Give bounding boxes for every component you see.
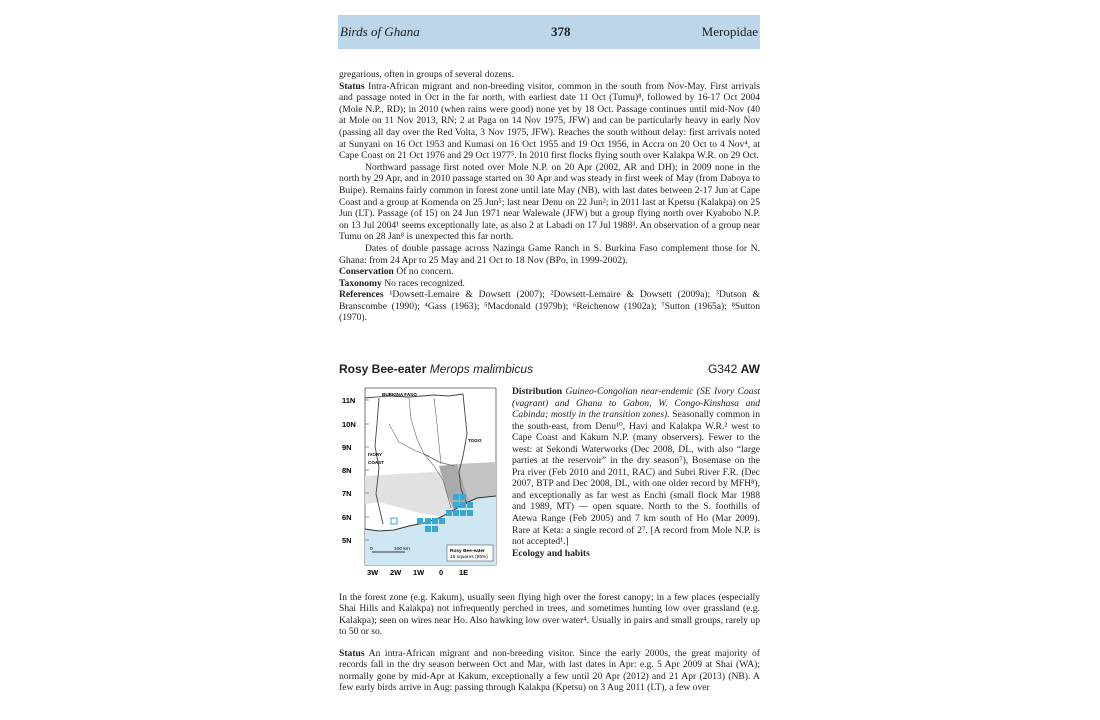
page-number: 378 [550,24,571,39]
country-label: TOGO [468,438,482,443]
previous-species-text [339,69,760,324]
scientific-name: Merops malimbicus [429,362,534,376]
common-name: Rosy Bee-eater [339,362,427,376]
taxonomy-paragraph: Taxonomy No races recognized. [339,277,465,289]
country-label: BURKINA FASO [382,392,417,397]
ecology-label: Ecology and habits [512,547,590,559]
lat-label: 5N [342,536,352,545]
lat-label: 7N [342,489,352,498]
record-square [439,518,445,524]
lat-label: 11N [342,396,356,405]
legend-count: 15 squares (95%) [450,555,488,560]
distribution-body: Seasonally common in the south-east, from Denu¹⁰, Havi and Kalakpa W.R.² west to Cape Coast and Kakum N.P. (many observers). Fewer to the west: at Sekondi Waterworks (Dec 2008, DL, with also “large parties at the reservoir” in the dry season⁷), Bosemase on the Pra river (Feb 2010 and 2011, RAC) and Subri River F.R. (Dec 2007, BTP and Dec 2008, DL, with one older record by MFH⁸), and exceptionally as far west as Enchi (small flock Mar 1988 and 1989, MT) — open square. North to the S. foothills of Atewa Range (Feb 2005) and 7 km south of Ho (Mar 2009). Rare at Keta: a single record of 2⁷. [A record from Mole N.P. is not accepted¹.] [512,409,760,548]
record-square [425,518,431,524]
record-square [460,510,466,516]
status-paragraph: Status Intra-African migrant and non-breeding visitor, common in the south from Nov-May. First arrivals and passage noted in Oct in the far north, with earliest date 11 Oct (Tumu)⁸, followed by 16-17 Oct 2004 (Mole N.P., RD); in 2010 (when rains were good) none yet by 18 Oct. Passage continues until mid-Nov (40 at Mole on 11 Nov 2013, RN; 2 at Paga on 14 Nov 1975, JFW) and can be particularly heavy in early Nov (passing all day over the Red Volta, 3 Nov 1975, JFW). Reaches the south without delay: first arrivals noted at Sunyani on 16 Oct 1953 and Kumasi on 16 Oct 1955 and 19 Oct 1956, in Accra on 20 Oct to 4 Nov⁴, at Cape Coast on 21 Oct 1976 and 29 Oct 1977⁵. In 2010 first flocks flying south over Kalakpa W.R. on 29 Oct. [339,80,761,162]
record-square [453,502,459,508]
distribution-column [512,386,760,559]
lat-label: 6N [342,513,352,522]
distribution-label: Distribution [512,386,563,397]
distribution-range: Guineo-Congolian near-endemic (SE Ivory Coast (vagrant) and Ghana to Gabon, W. Congo-Kinshasa and Cabinda; mostly in the transition zones). [512,386,761,421]
lon-label: 1E [459,568,469,577]
species-code-suffix: AW [740,362,760,376]
record-square [467,502,473,508]
record-square [432,518,438,524]
scale-label: 100 km [394,547,410,552]
references-paragraph: References ¹Dowsett-Lemaire & Dowsett (2007); ²Dowsett-Lemaire & Dowsett (2009a); ³Dutson & Branscombe (1990); ⁴Gass (1963); ⁵Macdonald (1979b); ⁶Reichenow (1902a); ⁷Sutton (1965a); ⁸Sutton (1970). [339,289,760,324]
family-name: Meropidae [701,24,758,39]
lon-label: 2W [390,568,402,577]
map-svg [339,384,506,580]
record-square [432,526,438,532]
record-square [467,510,473,516]
record-square [460,494,466,500]
record-square [417,518,423,524]
lower-text [339,582,760,704]
northward-passage-paragraph: Northward passage first noted over Mole N.P. on 20 Apr (2002, AR and DH); in 2009 none in the north by 29 Apr, and in 2010 passage started on 30 Apr and was steady in first week of May (from Daboya to Buipe). Remains fairly common in forest zone until late May (NB), with last dates between 2-17 Jun at Cape Coast and a group at Komenda on 25 Jun⁵; last near Denu on 22 Jun²; in 2011 last at Kpetsu (Kalakpa) on 25 Jun (LT). Passage (of 15) on 24 Jun 1971 near Walewale (JFW) but a group flying north over Kyabobo N.P. on 13 Jul 2004¹ seems exceptionally late, as also 2 at Labadi on 17 Jul 1988³. An observation of a group near Tumu on 28 Jan⁸ is unexpected this far north. [339,161,760,243]
status-paragraph-2: Status An intra-African migrant and non-breeding visitor. Since the early 2000s, the great majority of records fall in the dry season between Oct and Mar, with last dates in Apr: e.g. 5 Apr 2009 at Shai (WA); normally gone by mid-Apr at Kakum, exceptionally a few until 20 Apr (2012) and 21 Apr (2013) (NB). A few early birds arrive in Aug: passing through Kalakpa (Kpetsu) on 3 Aug 2011 (LT), a few over [339,647,760,694]
lon-label: 3W [367,568,379,577]
country-label: IVORY [368,452,383,457]
lon-label: 0 [439,568,444,577]
distribution-map [339,384,506,580]
record-square [446,510,452,516]
legend-title: Rosy Bee-eater [450,549,485,554]
species-code: G342 [707,362,738,376]
lat-label: 10N [342,420,356,429]
continuation-line: gregarious, often in groups of several dozens. [339,69,514,80]
lat-label: 9N [342,443,352,452]
book-title: Birds of Ghana [340,24,420,39]
record-square [453,510,459,516]
ecology-paragraph: In the forest zone (e.g. Kakum), usually seen flying high over the forest canopy; in a few places (especially Shai Hills and Kalakpa) not infrequently perched in trees, and sometimes hunting low over grassland (e.g. Kalakpa); seen on wires near Ho. Also hawking low over water⁴. Usually in pairs and small groups, rarely up to 50 or so. [339,591,760,638]
country-label: COAST [368,460,385,465]
page-header [338,15,760,49]
species-heading [339,362,760,376]
double-passage-paragraph: Dates of double passage across Nazinga Game Ranch in S. Burkina Faso complement those for N. Ghana: from 24 Apr to 25 May and 21 Oct to 18 Nov (BPo, in 1999-2002). [339,242,760,266]
scale-label: 0 [370,547,373,552]
record-square [453,494,459,500]
record-square [460,502,466,508]
lat-label: 8N [342,466,352,475]
lon-label: 1W [413,568,425,577]
record-square [425,526,431,532]
conservation-paragraph: Conservation Of no concern. [339,266,454,278]
